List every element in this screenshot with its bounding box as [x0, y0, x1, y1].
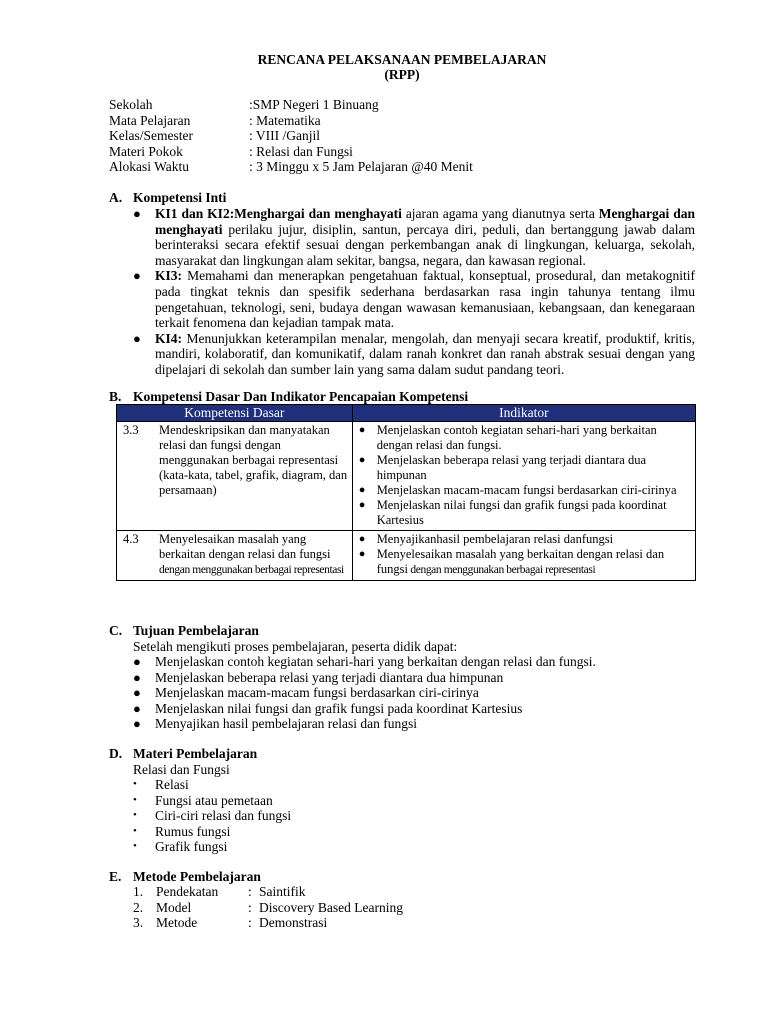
ki-label: KI4:: [155, 330, 182, 346]
objective-list: [133, 654, 596, 732]
section-letter: B.: [109, 389, 122, 404]
identity-row: [109, 97, 473, 113]
section-b-heading: [109, 389, 468, 405]
identity-value: : 3 Minggu x 5 Jam Pelajaran @40 Menit: [249, 159, 473, 175]
section-d-intro: Relasi dan Fungsi: [133, 762, 230, 777]
section-c-heading: [109, 623, 259, 639]
kd-text-small: dengan menggunakan berbagai representasi: [159, 564, 344, 576]
table-row: [117, 422, 696, 531]
table-cell: [352, 422, 695, 531]
kd-number: 4.3: [123, 532, 139, 546]
table-header-row: [117, 405, 696, 422]
section-e-heading: [109, 869, 261, 885]
identity-label: Materi Pokok: [109, 143, 183, 159]
section-title: Materi Pembelajaran: [133, 746, 258, 761]
objective-text: Menjelaskan macam-macam fungsi berdasarkan ciri-cirinya: [155, 685, 479, 700]
list-item: [133, 268, 695, 330]
ki-text: Memahami dan menerapkan pengetahuan faktual, konseptual, prosedural, dan metakognitif pada tingkat teknis dan spesifik sederhana berdasarkan rasa ingin tahunya tentang ilmu pengetahuan, teknologi, seni, budaya dengan wawasan kemanusiaan, kebangsaan, dan kenegaraan terkait fenomena dan kejadian tampak mata.: [155, 268, 695, 331]
indicator-text: Menjelaskan contoh kegiatan sehari-hari yang berkaitan dengan relasi dan fungsi.: [376, 423, 657, 452]
document-title: RENCANA PELAKSANAAN PEMBELAJARAN: [257, 52, 547, 67]
bullet-icon: •: [133, 809, 137, 821]
objective-text: Menjelaskan nilai fungsi dan grafik fungsi pada koordinat Kartesius: [155, 700, 523, 716]
table-cell: [117, 422, 353, 531]
list-item: [133, 685, 596, 701]
kd-text: Mendeskripsikan dan manyatakan relasi dan fungsi dengan menggunakan berbagai representasi (kata-kata, tabel, grafik, diagram, dan persamaan): [159, 423, 348, 497]
indicator-text: Menjelaskan nilai fungsi dan grafik fungsi pada koordinat Kartesius: [376, 498, 667, 527]
ki-text: perilaku jujur, disiplin, santun, percaya diri, peduli, dan bertanggung jawab dalam berinteraksi secara efektif sesuai dengan perkembangan anak di lingkungan, keluarga, sekolah, masyarakat dan lingkungan alam sekitar, bangsa, negara, dan kawasan regional.: [155, 221, 695, 268]
section-title: Kompetensi Inti: [133, 190, 227, 205]
competency-table: [116, 404, 696, 581]
identity-label: Kelas/Semester: [109, 128, 193, 144]
bullet-icon: ●: [133, 700, 141, 716]
item-number: 2.: [133, 899, 144, 915]
list-item: [359, 423, 691, 453]
bullet-icon: •: [133, 778, 137, 790]
section-d-heading: [109, 746, 257, 762]
bullet-icon: ●: [358, 548, 366, 560]
section-letter: E.: [109, 869, 122, 884]
list-item: [133, 670, 596, 686]
ki-text: ajaran agama yang dianutnya serta: [401, 206, 599, 221]
list-item: [133, 915, 403, 931]
material-text: Fungsi atau pemetaan: [155, 792, 273, 808]
table-cell: [352, 531, 695, 581]
list-item: [359, 483, 691, 498]
identity-block: [109, 97, 473, 175]
ki-label: KI3:: [155, 268, 182, 284]
method-label: Pendekatan: [156, 884, 219, 899]
section-c-intro: Setelah mengikuti proses pembelajaran, peserta didik dapat:: [133, 639, 458, 654]
material-text: Grafik fungsi: [155, 839, 228, 854]
list-item: [359, 498, 691, 528]
list-item: [133, 824, 291, 840]
material-text: Relasi: [155, 777, 189, 792]
method-value: Discovery Based Learning: [259, 899, 403, 915]
identity-row: [109, 128, 473, 144]
method-list: [133, 884, 403, 931]
ki-label: KI1 dan KI2:Menghargai dan menghayati: [155, 206, 402, 221]
indicator-text: Menjelaskan beberapa relasi yang terjadi diantara dua himpunan: [376, 453, 647, 482]
bullet-icon: •: [133, 793, 137, 806]
identity-label: Sekolah: [109, 97, 153, 112]
bullet-icon: ●: [133, 669, 141, 685]
list-item: [133, 839, 291, 855]
identity-value: : Relasi dan Fungsi: [249, 143, 353, 159]
bullet-icon: •: [133, 840, 137, 852]
colon: :: [248, 884, 252, 899]
objective-text: Menyajikan hasil pembelajaran relasi dan fungsi: [155, 716, 418, 731]
section-a-heading: [109, 190, 226, 206]
bullet-icon: •: [133, 824, 137, 837]
ki-text: Menunjukkan keterampilan menalar, mengolah, dan menyaji secara kreatif, produktif, kritis, mandiri, kolaboratif, dan komunikatif, dalam ranah konkret dan ranah abstrak sesuai dengan yang dipelajari di sekolah dan sumber lain yang sama dalam sudut pandang teori.: [155, 330, 695, 377]
section-title: Kompetensi Dasar Dan Indikator Pencapaian Kompetensi: [133, 389, 469, 404]
identity-row: [109, 113, 473, 129]
item-number: 1.: [133, 884, 144, 899]
list-item: [133, 716, 596, 732]
section-title: Tujuan Pembelajaran: [133, 623, 259, 638]
colon: :: [248, 915, 252, 930]
identity-row: [109, 159, 473, 175]
bullet-icon: ●: [133, 654, 141, 669]
list-item: [133, 793, 291, 809]
column-header: Indikator: [352, 405, 695, 422]
list-item: [133, 701, 596, 717]
ki-list: [133, 206, 695, 378]
method-label: Model: [156, 899, 192, 915]
identity-value: : Matematika: [249, 112, 321, 128]
list-item: [133, 900, 403, 916]
material-text: Ciri-ciri relasi dan fungsi: [155, 808, 292, 823]
bullet-icon: ●: [133, 716, 141, 731]
list-item: [133, 777, 291, 793]
document-subtitle: (RPP): [384, 67, 420, 82]
kd-number: 3.3: [123, 423, 139, 437]
identity-label: Alokasi Waktu: [109, 159, 190, 175]
section-letter: D.: [109, 746, 123, 761]
list-item: [133, 654, 596, 670]
objective-text: Menjelaskan beberapa relasi yang terjadi diantara dua himpunan: [155, 669, 504, 685]
list-item: [133, 331, 695, 378]
list-item: [359, 547, 691, 578]
kd-text: Menyelesaikan masalah yang berkaitan dengan relasi dan fungsi: [159, 532, 331, 561]
section-letter: A.: [109, 190, 123, 205]
material-text: Rumus fungsi: [155, 823, 231, 839]
list-item: [359, 453, 691, 483]
ki-emphasis: Menghargai dan menghayati: [155, 206, 695, 237]
item-number: 3.: [133, 915, 144, 930]
method-value: Demonstrasi: [259, 915, 328, 930]
method-label: Metode: [156, 915, 198, 930]
section-letter: C.: [109, 623, 123, 638]
indicator-text: Menyajikanhasil pembelajaran relasi danfungsi: [376, 532, 614, 546]
method-value: Saintifik: [259, 884, 306, 899]
indicator-text-small: dengan menggunakan berbagai representasi: [407, 564, 596, 576]
list-item: [359, 532, 691, 547]
table-row: [117, 531, 696, 581]
bullet-icon: ●: [133, 206, 141, 221]
identity-value: : VIII /Ganjil: [249, 128, 320, 144]
identity-row: [109, 144, 473, 160]
indicator-text: Menjelaskan macam-macam fungsi berdasarkan ciri-cirinya: [376, 483, 677, 497]
bullet-icon: ●: [358, 533, 366, 545]
objective-text: Menjelaskan contoh kegiatan sehari-hari yang berkaitan dengan relasi dan fungsi.: [155, 654, 596, 669]
list-item: [133, 206, 695, 268]
bullet-icon: ●: [358, 424, 366, 436]
indicator-text: Menyelesaikan masalah yang berkaitan dengan relasi dan fungsi: [376, 547, 665, 576]
bullet-icon: ●: [133, 268, 141, 284]
bullet-icon: ●: [358, 499, 366, 511]
table-cell: [117, 531, 353, 581]
identity-label: Mata Pelajaran: [109, 112, 191, 128]
bullet-icon: ●: [133, 330, 141, 346]
material-list: [133, 777, 291, 855]
identity-value: :SMP Negeri 1 Binuang: [249, 97, 379, 112]
bullet-icon: ●: [358, 454, 366, 466]
bullet-icon: ●: [133, 685, 141, 700]
column-header: Kompetensi Dasar: [117, 405, 353, 422]
section-title: Metode Pembelajaran: [133, 869, 261, 884]
bullet-icon: ●: [358, 484, 366, 496]
list-item: [133, 808, 291, 824]
list-item: [133, 884, 403, 900]
colon: :: [248, 899, 252, 915]
